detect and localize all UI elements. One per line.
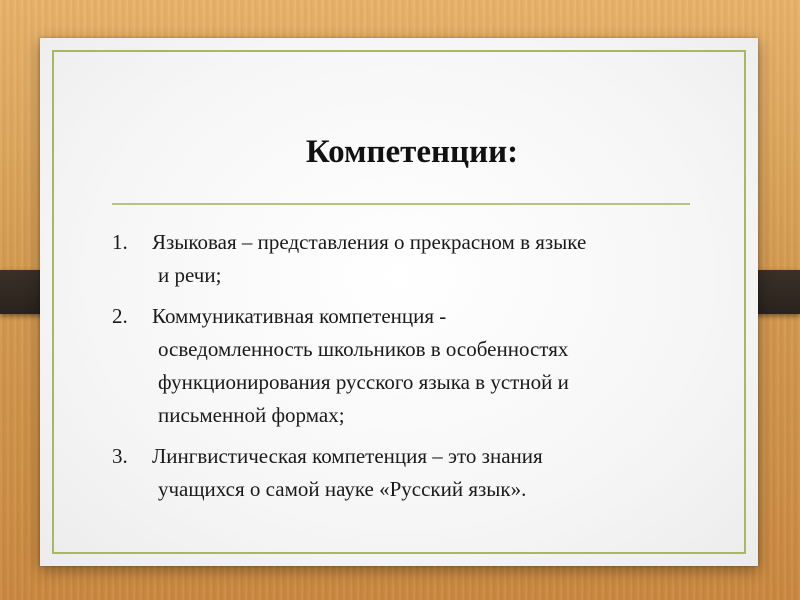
item-number: 1. <box>112 230 128 254</box>
list-item <box>112 226 702 292</box>
competence-list <box>112 226 702 514</box>
item-text-line: учащихся о самой науке «Русский язык». <box>158 477 527 501</box>
item-text-line: и речи; <box>158 263 222 287</box>
item-number: 2. <box>112 304 128 328</box>
slide-title: Компетенции: <box>305 134 519 170</box>
item-text-line: функционирования русского языка в устной и <box>158 370 569 394</box>
list-item <box>112 440 702 506</box>
list-item <box>112 300 702 432</box>
item-number: 3. <box>112 444 128 468</box>
item-text-line: Коммуникативная компетенция - <box>152 304 447 328</box>
slide-card <box>40 38 758 566</box>
item-text-line: Языковая – представления о прекрасном в языке <box>152 230 587 254</box>
item-text-line: осведомленность школьников в особенностях <box>158 337 569 361</box>
title-divider <box>112 203 690 205</box>
item-text-line: Лингвистическая компетенция – это знания <box>152 444 543 468</box>
item-text-line: письменной формах; <box>158 403 345 427</box>
